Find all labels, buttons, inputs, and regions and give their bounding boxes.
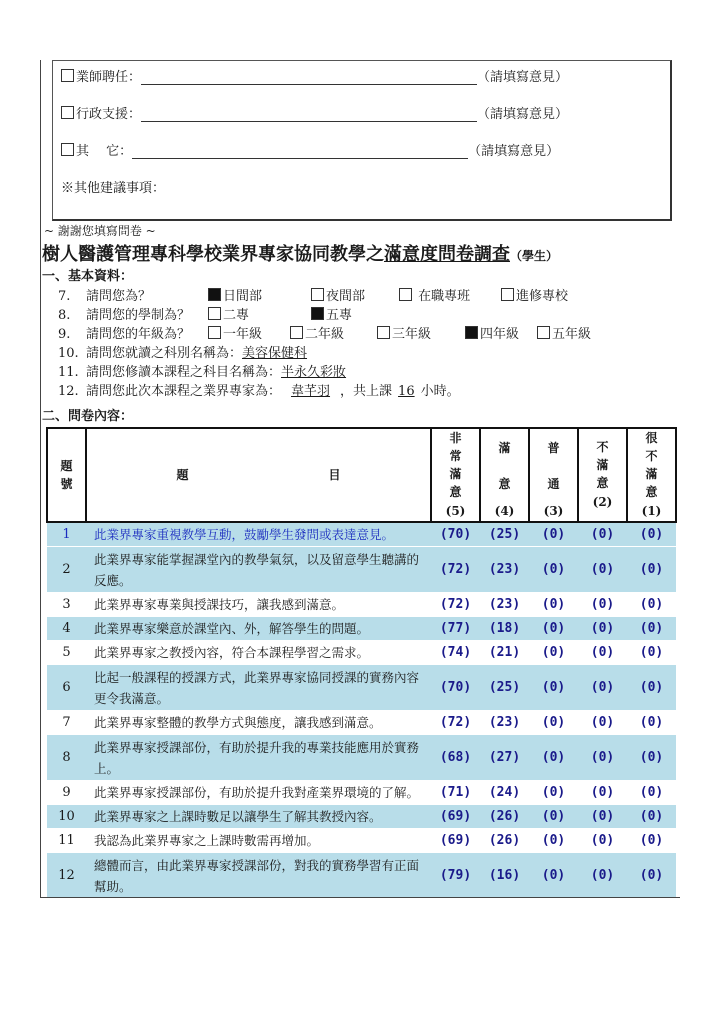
score-2: (0) (578, 641, 627, 665)
row-num: 2 (47, 547, 86, 593)
score-1: (0) (627, 665, 676, 711)
table-header-row (47, 428, 676, 522)
row-question: 此業界專家能掌握課堂內的教學氣氛，以及留意學生聽講的反應。 (86, 547, 431, 593)
question-number: 12. (58, 384, 79, 399)
question-11 (58, 361, 346, 380)
header-question-a: 題 (176, 467, 189, 482)
option-label: 三年級 (392, 327, 432, 342)
header-col-label: 滿 意 (498, 440, 511, 491)
score-3: (0) (529, 711, 578, 735)
option-label: 進修專校 (516, 289, 569, 304)
row-num: 7 (47, 711, 86, 735)
score-4: (24) (480, 781, 529, 805)
score-2: (0) (578, 547, 627, 593)
score-5: (72) (431, 547, 480, 593)
row-question: 此業界專家之教授內容，符合本課程學習之需求。 (86, 641, 431, 665)
score-5: (68) (431, 735, 480, 781)
score-2: (0) (578, 711, 627, 735)
score-1: (0) (627, 522, 676, 547)
question-text: 請問您就讀之科別名稱為： (86, 346, 243, 361)
score-5: (69) (431, 829, 480, 853)
score-2: (0) (578, 829, 627, 853)
checkbox[interactable] (208, 307, 221, 320)
score-2: (0) (578, 522, 627, 547)
score-3: (0) (529, 641, 578, 665)
title-main: 樹人醫護管理專科學校業界專家協同教學之 (42, 244, 384, 265)
question-text: 請問您的學制為？ (86, 308, 191, 323)
q12-middle: ，共上課 (340, 384, 393, 399)
checkbox[interactable] (61, 143, 74, 156)
question-7 (58, 285, 151, 304)
page-bottom-border (40, 897, 680, 898)
row-num: 8 (47, 735, 86, 781)
course-answer[interactable]: 半永久彩妝 (281, 365, 347, 380)
score-4: (18) (480, 617, 529, 641)
score-4: (16) (480, 853, 529, 899)
answer-line[interactable] (141, 70, 477, 85)
score-4: (25) (480, 522, 529, 547)
checkbox[interactable] (61, 106, 74, 119)
score-3: (0) (529, 665, 578, 711)
score-2: (0) (578, 781, 627, 805)
score-4: (23) (480, 711, 529, 735)
score-4: (23) (480, 593, 529, 617)
row-num: 12 (47, 853, 86, 899)
answer-line[interactable] (141, 107, 477, 122)
table-row (47, 617, 676, 641)
row-num: 3 (47, 593, 86, 617)
option-grade1[interactable] (208, 323, 262, 342)
option-extension[interactable] (501, 285, 568, 304)
header-col-score: (1) (641, 504, 662, 518)
score-4: (26) (480, 829, 529, 853)
section-questionnaire: 二、問卷內容： (42, 409, 134, 424)
question-10 (58, 342, 307, 361)
option-label: 日間部 (223, 289, 263, 304)
suggestion-row-other (61, 140, 559, 159)
header-num (47, 428, 86, 522)
question-number: 10. (58, 346, 79, 361)
expert-answer[interactable]: 韋芊羽 (291, 384, 331, 399)
table-row (47, 641, 676, 665)
score-5: (79) (431, 853, 480, 899)
score-1: (0) (627, 805, 676, 829)
header-col-label: 非 常 滿 意 (449, 431, 462, 499)
option-inservice[interactable] (399, 285, 470, 304)
table-row (47, 665, 676, 711)
row-label: 行政支援： (76, 107, 142, 122)
title-underlined: 滿意度問卷調查 (384, 244, 510, 265)
table-row (47, 853, 676, 899)
question-text: 請問您此次本課程之業界專家為： (86, 384, 282, 399)
score-1: (0) (627, 641, 676, 665)
score-5: (69) (431, 805, 480, 829)
question-number: 11. (58, 365, 79, 380)
score-1: (0) (627, 735, 676, 781)
header-col-score: (5) (445, 504, 466, 518)
score-5: (72) (431, 711, 480, 735)
other-suggestions-label: ※其他建議事項： (61, 181, 166, 196)
row-num: 6 (47, 665, 86, 711)
score-1: (0) (627, 711, 676, 735)
table-row (47, 805, 676, 829)
checkbox-checked[interactable] (208, 288, 221, 301)
score-5: (72) (431, 593, 480, 617)
score-3: (0) (529, 781, 578, 805)
option-label: 五年級 (552, 327, 592, 342)
checkbox[interactable] (537, 326, 550, 339)
table-row (47, 547, 676, 593)
table-row (47, 781, 676, 805)
score-3: (0) (529, 735, 578, 781)
header-col-4 (480, 428, 529, 522)
header-question (86, 428, 431, 522)
score-3: (0) (529, 547, 578, 593)
score-1: (0) (627, 781, 676, 805)
header-col-label: 不 滿 意 (596, 440, 609, 490)
header-question-b: 目 (328, 467, 341, 482)
table-row (47, 829, 676, 853)
question-text: 請問您為？ (86, 289, 152, 304)
option-label: 夜間部 (326, 289, 366, 304)
header-col-score: (3) (543, 503, 564, 518)
row-num: 11 (47, 829, 86, 853)
page-left-border (40, 60, 41, 898)
option-label: 五專 (326, 308, 353, 323)
header-col-2 (578, 428, 627, 522)
department-answer[interactable]: 美容保健科 (242, 346, 308, 361)
table-row (47, 735, 676, 781)
option-grade3[interactable] (377, 323, 431, 342)
row-note: （請填寫意見） (468, 144, 560, 159)
option-day[interactable] (208, 285, 262, 304)
score-2: (0) (578, 665, 627, 711)
score-1: (0) (627, 829, 676, 853)
question-12 (58, 380, 460, 399)
option-label: 四年級 (480, 327, 520, 342)
row-note: （請填寫意見） (477, 107, 569, 122)
score-5: (77) (431, 617, 480, 641)
checkbox-checked[interactable] (465, 326, 478, 339)
question-number: 7. (58, 289, 71, 304)
option-2yr[interactable] (208, 304, 249, 323)
header-col-score: (2) (592, 495, 613, 509)
score-2: (0) (578, 805, 627, 829)
table-row (47, 711, 676, 735)
question-text: 請問您的年級為？ (86, 327, 191, 342)
thanks-text: ~ 謝謝您填寫問卷 ~ (44, 224, 156, 238)
row-question: 此業界專家整體的教學方式與態度，讓我感到滿意。 (86, 711, 431, 735)
header-col-3 (529, 428, 578, 522)
option-night[interactable] (311, 285, 365, 304)
checkbox[interactable] (208, 326, 221, 339)
table-row (47, 522, 676, 547)
row-note: （請填寫意見） (477, 70, 569, 85)
score-4: (26) (480, 805, 529, 829)
checkbox[interactable] (377, 326, 390, 339)
question-8 (58, 304, 190, 323)
score-1: (0) (627, 617, 676, 641)
suggestion-row-mentor (61, 66, 568, 85)
row-question: 此業界專家專業與授課技巧，讓我感到滿意。 (86, 593, 431, 617)
option-label: 二專 (223, 308, 250, 323)
title-suffix: （學生） (510, 249, 559, 263)
option-label: 在職專班 (418, 289, 471, 304)
checkbox[interactable] (290, 326, 303, 339)
checkbox-checked[interactable] (311, 307, 324, 320)
header-col-1 (627, 428, 676, 522)
checkbox[interactable] (61, 69, 74, 82)
score-3: (0) (529, 617, 578, 641)
row-question: 此業界專家授課部份，有助於提升我對產業界環境的了解。 (86, 781, 431, 805)
score-3: (0) (529, 593, 578, 617)
suggestion-row-admin (61, 103, 568, 122)
q12-unit: 小時。 (420, 384, 460, 399)
checkbox[interactable] (311, 288, 324, 301)
checkbox[interactable] (399, 288, 412, 301)
section-basic-info: 一、基本資料： (42, 269, 134, 284)
score-4: (27) (480, 735, 529, 781)
score-5: (74) (431, 641, 480, 665)
score-1: (0) (627, 853, 676, 899)
score-5: (70) (431, 665, 480, 711)
hours-answer[interactable]: 16 (398, 384, 415, 399)
row-question: 此業界專家重視教學互動，鼓勵學生發問或表達意見。 (86, 522, 431, 547)
header-col-5 (431, 428, 480, 522)
option-grade2[interactable] (290, 323, 344, 342)
question-number: 8. (58, 308, 71, 323)
score-2: (0) (578, 617, 627, 641)
score-1: (0) (627, 547, 676, 593)
row-num: 5 (47, 641, 86, 665)
option-5yr[interactable] (311, 304, 352, 323)
option-label: 二年級 (305, 327, 345, 342)
score-3: (0) (529, 522, 578, 547)
score-4: (23) (480, 547, 529, 593)
score-5: (70) (431, 522, 480, 547)
option-label: 一年級 (223, 327, 263, 342)
score-2: (0) (578, 853, 627, 899)
score-3: (0) (529, 853, 578, 899)
score-2: (0) (578, 593, 627, 617)
question-text: 請問您修讀本課程之科目名稱為： (86, 365, 282, 380)
table-row (47, 593, 676, 617)
checkbox[interactable] (501, 288, 514, 301)
document-title (42, 240, 558, 266)
row-question: 總體而言，由此業界專家授課部份，對我的實務學習有正面幫助。 (86, 853, 431, 899)
question-9 (58, 323, 190, 342)
score-5: (71) (431, 781, 480, 805)
option-grade4[interactable] (465, 323, 519, 342)
score-4: (21) (480, 641, 529, 665)
row-label: 其 它： (76, 144, 133, 159)
header-col-label: 很 不 滿 意 (645, 431, 658, 499)
score-3: (0) (529, 829, 578, 853)
header-col-label: 普 通 (547, 440, 560, 491)
score-2: (0) (578, 735, 627, 781)
row-question: 我認為此業界專家之上課時數需再增加。 (86, 829, 431, 853)
score-3: (0) (529, 805, 578, 829)
header-num-label: 題 號 (60, 458, 73, 491)
row-question: 此業界專家樂意於課堂內、外，解答學生的問題。 (86, 617, 431, 641)
row-label: 業師聘任： (76, 70, 142, 85)
questionnaire-table (46, 427, 677, 899)
question-number: 9. (58, 327, 71, 342)
row-num: 9 (47, 781, 86, 805)
row-question: 比起一般課程的授課方式，此業界專家協同授課的實務內容更令我滿意。 (86, 665, 431, 711)
row-num: 10 (47, 805, 86, 829)
row-num: 1 (47, 522, 86, 547)
row-num: 4 (47, 617, 86, 641)
row-question: 此業界專家授課部份，有助於提升我的專業技能應用於實務上。 (86, 735, 431, 781)
score-4: (25) (480, 665, 529, 711)
option-grade5[interactable] (537, 323, 591, 342)
header-col-score: (4) (494, 503, 515, 518)
answer-line[interactable] (132, 144, 468, 159)
score-1: (0) (627, 593, 676, 617)
row-question: 此業界專家之上課時數足以讓學生了解其教授內容。 (86, 805, 431, 829)
suggestion-box (52, 60, 672, 221)
